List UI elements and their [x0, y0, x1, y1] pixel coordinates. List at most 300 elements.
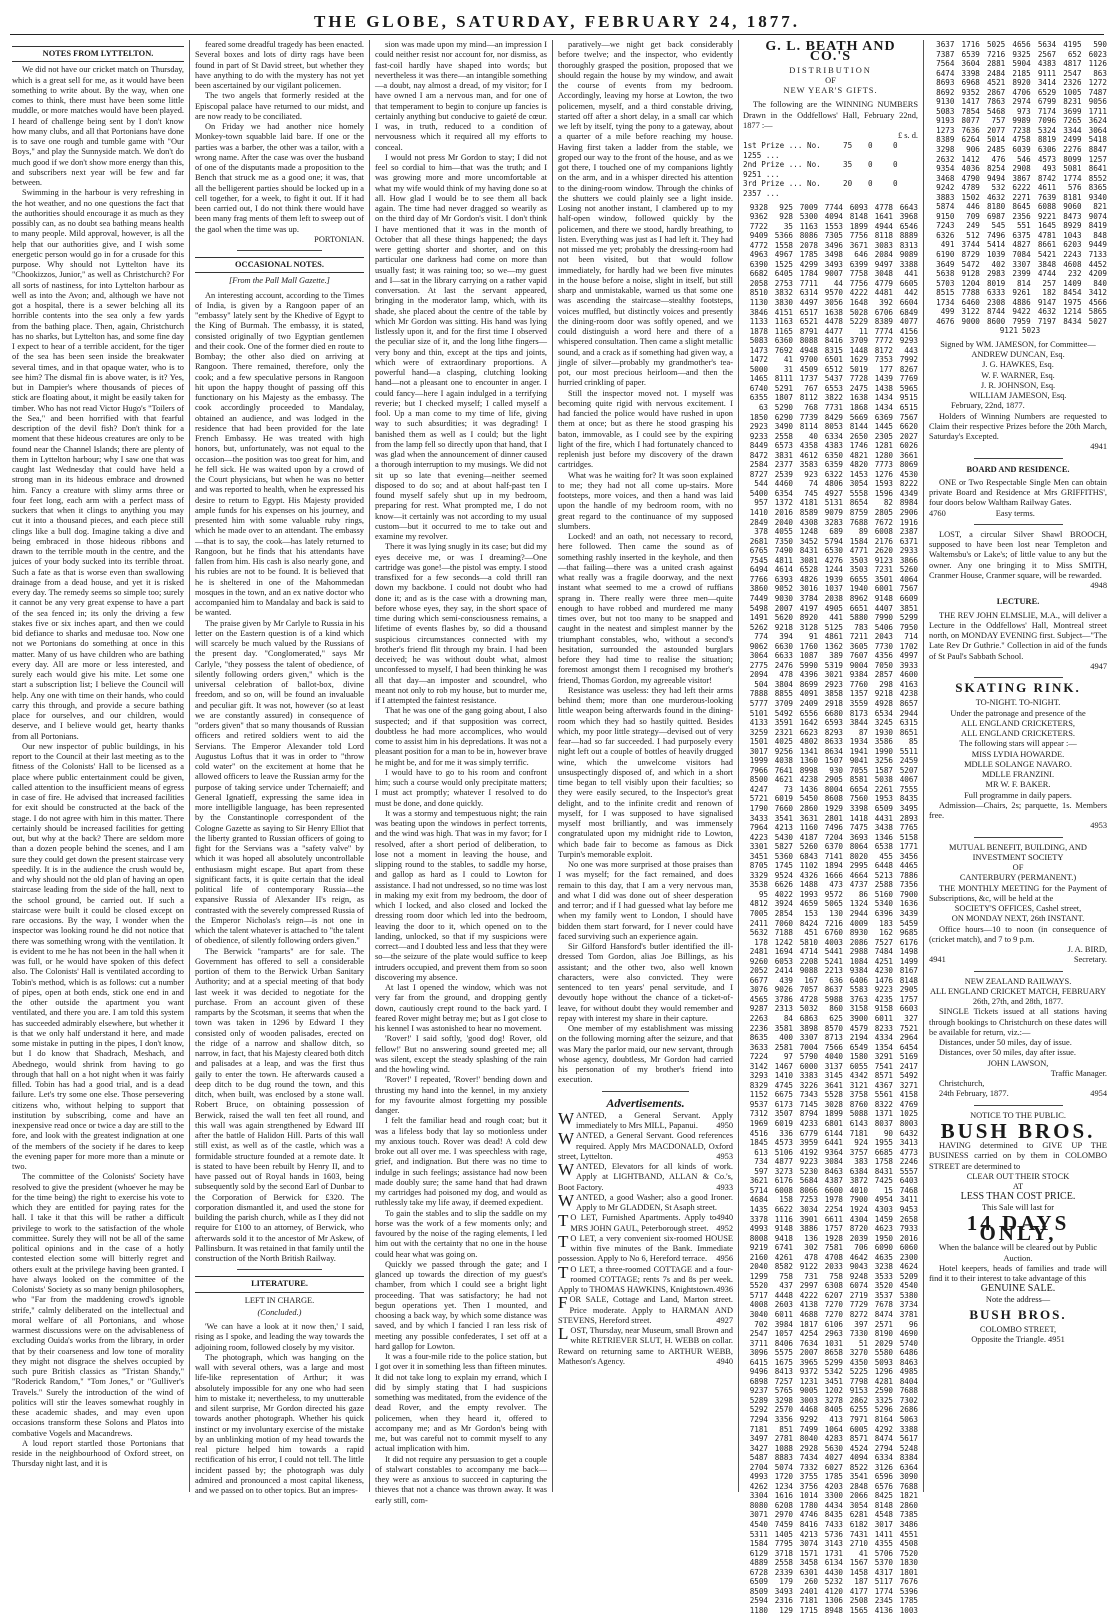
number-cell: 1501 [749, 737, 768, 747]
number-cell: 3924 [774, 899, 793, 909]
number-cell: 9089 [899, 250, 918, 260]
prize-row [743, 179, 918, 198]
number-cell: 6173 [774, 1099, 793, 1109]
number-cell: 1716 [961, 40, 980, 49]
number-cell: 1087 [799, 651, 818, 661]
number-cell: 4573 [774, 1138, 793, 1148]
number-cell: 8637 [824, 985, 843, 995]
number-cell: 8473 [1063, 211, 1082, 221]
number-cell: 8008 [749, 1233, 768, 1243]
number-cell: 8727 [749, 469, 768, 479]
number-cell: 4038 [774, 756, 793, 766]
classified-ad [558, 1213, 733, 1234]
number-cell: 7971 [849, 1414, 868, 1424]
number-cell: 1165 [774, 326, 793, 336]
number-cell: 3872 [849, 1176, 868, 1186]
number-cell: 6609 [899, 593, 918, 603]
number-cell: 6093 [849, 202, 868, 212]
number-cell: 1780 [799, 1500, 818, 1510]
number-cell: 6370 [824, 842, 843, 852]
number-cell: 6306 [1037, 145, 1057, 155]
number-cell: 3537 [874, 1290, 893, 1300]
number-cell: 1807 [774, 393, 793, 403]
number-cell: 2860 [899, 1500, 918, 1510]
number-cell: 7216 [824, 918, 843, 928]
number-cell: 8515 [936, 288, 955, 298]
number-cell: 7332 [799, 1462, 818, 1472]
number-cell: 2345 [874, 1596, 893, 1606]
number-cell: 1160 [799, 823, 818, 833]
number-cell: 4094 [824, 212, 843, 222]
number-cell: 6333 [986, 288, 1006, 298]
number-cell: 1299 [749, 1271, 768, 1281]
number-cell: 5620 [774, 613, 793, 623]
number-cell: 8582 [774, 1262, 793, 1272]
number-cell: 3591 [774, 718, 793, 728]
number-cell: 6281 [849, 1510, 868, 1520]
number-cell: 8019 [986, 278, 1006, 288]
skating-cricketers: ALL ENGLAND CRICKETERS. [961, 729, 1075, 739]
number-cell: 1878 [749, 326, 768, 336]
number-cell: 1488 [799, 880, 818, 890]
number-cell: 3699 [1063, 106, 1082, 116]
number-cell: 4040 [824, 1052, 843, 1062]
number-cell: 1257 [1088, 154, 1107, 164]
classified-ad [558, 1262, 733, 1296]
number-cell: 7385 [899, 1510, 918, 1520]
number-row [743, 1415, 918, 1425]
number-cell: 8759 [849, 508, 868, 518]
bush-less: LESS THAN COST PRICE. [960, 1191, 1076, 1203]
number-cell: 5117 [874, 1577, 893, 1587]
number-cell: 4434 [824, 1500, 843, 1510]
number-cell: 5209 [899, 1271, 918, 1281]
number-cell: 597 [754, 1166, 768, 1176]
number-cell: 40 [808, 431, 818, 441]
number-cell: 8794 [799, 1109, 818, 1119]
divider [237, 1269, 322, 1270]
number-cell: 5260 [799, 842, 818, 852]
number-cell: 1204 [961, 278, 980, 288]
number-cell: 3784 [799, 593, 818, 603]
divider [974, 837, 1063, 838]
ad-number: 4941 [929, 955, 946, 965]
number-cell: 476 [991, 154, 1006, 164]
number-cell: 5160 [874, 889, 893, 899]
number-cell: 512 [966, 230, 980, 240]
number-cell: 4187 [799, 832, 818, 842]
article-signature: PORTONIAN. [314, 234, 364, 244]
ad-text: ANTED, a General Servant. Good references required. Apply Mrs MACDONALD, Oxford street, Lyttelton. [558, 1131, 733, 1161]
number-cell: 3503 [849, 565, 868, 575]
mutual-text: THE MONTHLY MEETING for the Payment of Subscriptions, &c, will be held at the [929, 883, 1107, 903]
number-cell: 8570 [824, 1023, 843, 1033]
number-cell: 4055 [774, 527, 793, 537]
number-cell [1040, 326, 1062, 336]
number-cell: 8855 [774, 689, 793, 699]
number-cell: 4821 [849, 450, 868, 460]
number-cell: 3238 [874, 1262, 893, 1272]
number-row [929, 78, 1107, 88]
number-row [929, 97, 1107, 107]
skating-patronage: Under the patronage and presence of the [950, 708, 1086, 718]
number-cell: 4251 [874, 956, 893, 966]
number-row [929, 40, 1107, 50]
number-cell: 6008 [774, 1185, 793, 1195]
number-cell: 6546 [899, 221, 918, 231]
number-cell: 8313 [899, 240, 918, 250]
number-row [743, 804, 918, 814]
number-cell: 1064 [824, 1424, 843, 1434]
number-row [743, 1052, 918, 1062]
number-cell: 7188 [774, 928, 793, 938]
number-cell: 8148 [849, 212, 868, 222]
number-cell: 437 [779, 1281, 793, 1291]
number-row [743, 661, 918, 671]
number-row [743, 957, 918, 967]
number-cell: 5580 [874, 1348, 893, 1358]
number-cell: 4222 [849, 288, 868, 298]
number-cell: 7060 [774, 918, 793, 928]
ad-number: 4941 [1090, 442, 1107, 452]
number-cell: 3968 [899, 212, 918, 222]
number-cell: 1043 [1063, 230, 1082, 240]
article-body [12, 65, 184, 1469]
number-cell: 1587 [874, 765, 893, 775]
number-cell: 1458 [849, 1567, 868, 1577]
number-cell: 9074 [1088, 211, 1107, 221]
number-row [743, 871, 918, 881]
number-cell: 6415 [749, 1357, 768, 1367]
number-cell: 41 [858, 1548, 868, 1558]
number-row [743, 212, 918, 222]
number-cell: 8889 [899, 231, 918, 241]
number-cell: 1760 [799, 641, 818, 651]
number-cell: 6322 [824, 469, 843, 479]
skating-rink-title: SKATING RINK. [955, 680, 1081, 696]
number-row [743, 852, 918, 862]
number-cell: 3804 [774, 679, 793, 689]
number-cell: 4802 [799, 737, 818, 747]
number-cell: 4624 [899, 1262, 918, 1272]
number-cell: 9150 [936, 211, 955, 221]
number-row [743, 1577, 918, 1587]
number-cell: 1133 [749, 317, 768, 327]
number-row [743, 756, 918, 766]
number-cell: 9287 [749, 1004, 768, 1014]
number-cell: 5632 [749, 928, 768, 938]
number-cell: 4396 [799, 670, 818, 680]
number-cell: 3270 [849, 1348, 868, 1358]
number-cell: 9130 [936, 97, 955, 107]
number-row [743, 680, 918, 690]
number-row [743, 508, 918, 518]
number-cell: 4985 [899, 1367, 918, 1377]
number-cell: 1306 [824, 1596, 843, 1606]
number-cell: 2590 [874, 1386, 893, 1396]
number-row [743, 737, 918, 747]
number-cell: 3711 [749, 1338, 768, 1348]
number-cell: 7204 [824, 832, 843, 842]
number-cell: 249 [966, 221, 980, 231]
number-cell: 2849 [749, 517, 768, 527]
number-cell: 3631 [799, 813, 818, 823]
number-cell: 9237 [749, 1386, 768, 1396]
number-cell: 6354 [774, 488, 793, 498]
number-cell: 5025 [986, 40, 1006, 49]
number-cell: 8509 [749, 1586, 768, 1596]
number-cell: 4151 [774, 307, 793, 317]
number-cell: 3495 [899, 803, 918, 813]
number-cell: 3307 [799, 1033, 818, 1043]
number-row [743, 1100, 918, 1110]
number-cell: 7607 [849, 651, 868, 661]
number-row [743, 642, 918, 652]
number-cell: 2584 [749, 460, 768, 470]
number-cell: 6898 [749, 1376, 768, 1386]
number-cell: 1616 [774, 1491, 793, 1501]
number-cell: 9409 [749, 231, 768, 241]
number-row [743, 336, 918, 346]
number-row [743, 203, 918, 213]
number-cell: 4238 [899, 689, 918, 699]
number-cell: 1950 [874, 1233, 893, 1243]
classified-ad [558, 1326, 733, 1367]
number-cell: 8658 [824, 1348, 843, 1358]
number-cell: 2077 [986, 125, 1006, 135]
ad-number: 4952 [716, 1223, 733, 1233]
number-cell: 7270 [824, 1300, 843, 1310]
number-cell: 441 [904, 269, 918, 279]
number-cell: 1507 [824, 756, 843, 766]
number-cell: 5703 [936, 278, 955, 288]
number-row [743, 1224, 918, 1234]
number-cell: 3832 [774, 288, 793, 298]
number-cell: 2029 [874, 1338, 893, 1348]
number-cell: 8608 [824, 794, 843, 804]
number-cell: 7459 [774, 1520, 793, 1529]
number-cell: 6308 [824, 1281, 843, 1291]
number-cell: 8144 [849, 422, 868, 432]
number-cell: 6334 [824, 431, 843, 441]
number-cell: 9494 [986, 173, 1006, 183]
performer-name: MDLLE SOLANGE NAVARO. [964, 759, 1072, 769]
number-cell: 1969 [749, 1119, 768, 1129]
paragraph: It did not require any persuasion to get a couple of stalwart constables to accompany me back—they were as anxious to succeed in capturing the thieves that not a chance was thrown away. It was early still, com- [375, 1454, 547, 1505]
number-cell: 3452 [799, 536, 818, 546]
number-row [929, 288, 1107, 298]
number-cell: 478 [804, 1252, 818, 1262]
number-cell: 3048 [874, 269, 893, 279]
number-cell: 2484 [986, 68, 1006, 78]
paragraph: Quickly we passed through the gate; and I glanced up towards the direction of my guest's chamber, from which I could see a bright light proceeding. That was satisfactory; he had not begun operations yet. Then I mounted, and choosing a back way, by which some distance was saved, and by which I fancied I ran less risk of meeting any possible confederates, I set off at a hard gallop for Lowton. [375, 1259, 547, 1351]
bush-opposite: Opposite the Triangle. [971, 1335, 1046, 1345]
number-cell: 3122 [961, 307, 980, 317]
number-cell: 4478 [824, 317, 843, 327]
number-cell: 3538 [749, 880, 768, 890]
mutual-title: MUTUAL BENEFIT, BUILDING, AND INVESTMENT SOCIETY [949, 842, 1087, 862]
number-cell: 2052 [749, 966, 768, 976]
number-cell: 9007 [824, 269, 843, 279]
number-cell: 3503 [849, 555, 868, 565]
number-cell: 2620 [874, 546, 893, 556]
number-cell: 1720 [774, 1472, 793, 1482]
number-cell: 4407 [874, 603, 893, 613]
number-cell: 1084 [849, 956, 868, 966]
number-cell: 442 [904, 288, 918, 298]
number-cell: 1642 [799, 718, 818, 728]
number-cell: 2321 [774, 727, 793, 737]
number-cell: 8404 [899, 1376, 918, 1386]
number-cell: 4773 [899, 1147, 918, 1157]
number-row [743, 670, 918, 680]
number-cell: 3605 [849, 641, 868, 651]
number-cell: 7545 [749, 555, 768, 565]
number-row [743, 814, 918, 824]
number-cell: 6675 [774, 1090, 793, 1100]
number-cell: 2558 [774, 1558, 793, 1568]
number-cell: 6290 [774, 412, 793, 422]
number-cell: 1346 [874, 832, 893, 842]
number-cell: 8500 [749, 775, 768, 785]
number-cell: 4540 [899, 1281, 918, 1291]
number-cell: 1899 [849, 221, 868, 231]
number-cell: 2686 [899, 1405, 918, 1415]
divider [974, 524, 1063, 525]
number-cell: 4779 [874, 278, 893, 288]
number-cell: 2246 [899, 1157, 918, 1167]
ad-text: ANTED, a General Servant. Apply immediately to Mrs MILL, Papanui. [576, 1110, 733, 1130]
number-cell: 4540 [749, 1520, 768, 1529]
number-row [743, 890, 918, 900]
number-row [743, 556, 918, 566]
number-cell: 8589 [799, 508, 818, 518]
number-cell: 1st Prize ... No. 1255 ... [743, 141, 821, 160]
number-row [929, 193, 1107, 203]
number-cell: 413 [829, 1414, 843, 1424]
number-cell: 1975 [1063, 297, 1082, 307]
number-cell: 5441 [824, 947, 843, 957]
number-cell: 183 [879, 918, 893, 928]
number-cell: 2681 [749, 536, 768, 546]
number-cell: 6604 [899, 298, 918, 307]
number-cell: 7174 [1037, 106, 1057, 116]
mutual-of: OF [1012, 863, 1024, 873]
number-row [743, 1491, 918, 1501]
number-cell: 4905 [824, 603, 843, 613]
number-row [743, 1320, 918, 1330]
number-cell: 5083 [749, 336, 768, 346]
number-cell: 5260 [899, 565, 918, 575]
number-cell: 7688 [899, 1386, 918, 1396]
number-row [743, 1033, 918, 1043]
number-cell: 860 [829, 1004, 843, 1014]
distribution-heading: DISTRIBUTION [789, 65, 872, 75]
number-cell: 8713 [824, 1033, 843, 1043]
ad-number: 4950 [716, 1121, 733, 1130]
divider [974, 1105, 1063, 1106]
ad-number: 4953 [1090, 821, 1107, 831]
committee-list [929, 350, 1107, 401]
number-cell: 7863 [986, 97, 1006, 107]
drop-cap: W [558, 1129, 575, 1149]
number-row [743, 1300, 918, 1310]
number-cell: 1126 [1088, 59, 1107, 69]
number-cell: 178 [754, 937, 768, 947]
number-cell: 31 [783, 364, 793, 374]
number-cell: 4468 [799, 1405, 818, 1415]
number-cell: 4684 [749, 1195, 768, 1205]
number-cell: 1324 [849, 899, 868, 909]
number-cell: 3291 [874, 1052, 893, 1062]
number-cell: 714 [904, 632, 918, 642]
number-cell: 2567 [1037, 49, 1057, 59]
signed-by: Signed by WM. JAMESON, for Committee— [940, 339, 1096, 349]
number-cell: 930 [829, 765, 843, 775]
number-cell: 4997 [899, 651, 918, 661]
number-cell: 1675 [774, 1357, 793, 1367]
number-cell: 20 [843, 179, 853, 189]
number-cell: 4688 [799, 1309, 818, 1319]
number-cell: 8384 [899, 1453, 918, 1463]
number-cell: 7711 [799, 278, 818, 288]
number-cell: 441 [829, 613, 843, 623]
number-cell: 8552 [1088, 173, 1107, 183]
number-cell: 1202 [824, 1386, 843, 1396]
number-cell: 1990 [874, 746, 893, 756]
number-cell: 4993 [749, 1472, 768, 1482]
railways-sign: JOHN LAWSON, [987, 1058, 1049, 1068]
number-cell: 8040 [799, 1434, 818, 1444]
number-cell: 8425 [874, 1491, 893, 1501]
number-cell: 7243 [936, 221, 955, 231]
number-cell: 9328 [749, 202, 768, 212]
number-row [743, 1549, 918, 1559]
number-row [743, 393, 918, 403]
number-cell: 2316 [774, 1596, 793, 1606]
number-cell: 1362 [824, 641, 843, 651]
number-cell: 8112 [799, 393, 818, 403]
classified-ad [558, 1162, 733, 1193]
number-cell: 3858 [824, 689, 843, 699]
number-cell: 3846 [749, 307, 768, 317]
number-cell: 9000 [961, 316, 980, 326]
number-row [743, 995, 918, 1005]
number-row [743, 403, 918, 413]
number-cell: 4387 [824, 1176, 843, 1186]
number-cell: 2300 [899, 1252, 918, 1262]
number-row [929, 59, 1107, 69]
number-cell: 8819 [1037, 135, 1057, 145]
number-cell: 4566 [1088, 297, 1107, 307]
column-four [558, 40, 733, 1492]
number-cell: 7888 [749, 689, 768, 699]
number-cell: 7294 [749, 1414, 768, 1424]
number-row [743, 546, 918, 556]
number-cell: 5904 [1012, 59, 1031, 69]
number-cell: 2923 [824, 679, 843, 689]
number-cell: 2801 [824, 813, 843, 823]
number-cell: 6849 [899, 307, 918, 317]
number-cell: 2459 [899, 756, 918, 766]
number-row [743, 728, 918, 738]
number-row [743, 1596, 918, 1606]
number-cell: 2508 [849, 1596, 868, 1606]
number-cell: 4064 [899, 574, 918, 584]
number-cell: 8329 [749, 1080, 768, 1090]
paragraph: It was a four-mile ride to the police station, but I got over it in something less than fifteen minutes. It did not take long to explain my errand, which I did by simply stating that I had suspicions something was meditated, from the evidence of the dead Rover, and the empty revolver. The policemen, when they heard it, offered to accompany me; and as Mr Gordon's being with me, but was careful not to commit myself to any actual implication with him. [375, 1352, 547, 1454]
number-cell: 6576 [874, 1481, 893, 1491]
